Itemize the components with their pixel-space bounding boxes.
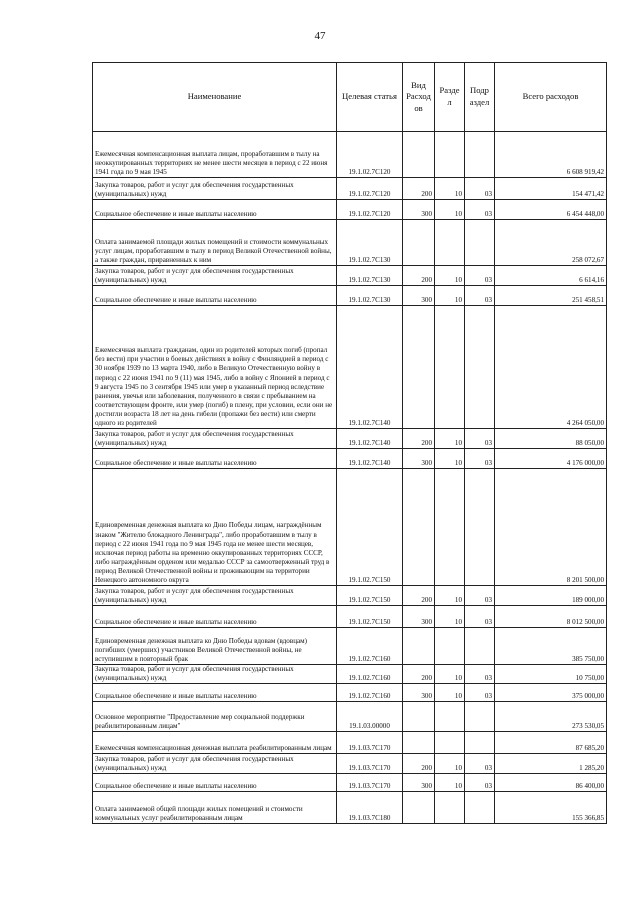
row-name: Закупка товаров, работ и услуг для обеспечения государственных (муниципальных) нужд bbox=[93, 665, 337, 684]
row-subsection bbox=[465, 792, 495, 824]
row-name: Основное мероприятие "Предоставление мер социальной поддержки реабилитированным лицам" bbox=[93, 702, 337, 732]
row-expense-type bbox=[403, 792, 435, 824]
table-row bbox=[93, 178, 607, 200]
row-name: Единовременная денежная выплата ко Дню Победы вдовам (вдовцам) погибших (умерших) участников Великой Отечественной войны, не вступившим в повторный брак bbox=[93, 628, 337, 665]
row-amount: 154 471,42 bbox=[495, 178, 607, 200]
row-expense-type bbox=[403, 469, 435, 586]
table-row bbox=[93, 774, 607, 792]
row-section bbox=[435, 132, 465, 178]
row-subsection bbox=[465, 702, 495, 732]
table-row bbox=[93, 220, 607, 266]
row-subsection: 03 bbox=[465, 774, 495, 792]
page-number: 47 bbox=[314, 30, 326, 42]
row-expense-type: 200 bbox=[403, 754, 435, 774]
row-section: 10 bbox=[435, 774, 465, 792]
row-target: 19.1.02.7С130 bbox=[337, 220, 403, 266]
row-amount: 273 530,05 bbox=[495, 702, 607, 732]
table-body bbox=[93, 132, 607, 824]
row-expense-type bbox=[403, 132, 435, 178]
column-header-subsection: Подр аздел bbox=[465, 63, 495, 132]
row-amount: 375 000,00 bbox=[495, 684, 607, 702]
row-subsection bbox=[465, 132, 495, 178]
row-expense-type: 300 bbox=[403, 684, 435, 702]
row-name: Закупка товаров, работ и услуг для обеспечения государственных (муниципальных) нужд bbox=[93, 429, 337, 449]
budget-table bbox=[92, 62, 607, 824]
row-subsection: 03 bbox=[465, 178, 495, 200]
table-row bbox=[93, 665, 607, 684]
row-section bbox=[435, 306, 465, 429]
row-section: 10 bbox=[435, 684, 465, 702]
row-subsection bbox=[465, 628, 495, 665]
row-expense-type: 200 bbox=[403, 586, 435, 606]
row-subsection: 03 bbox=[465, 266, 495, 286]
row-name: Закупка товаров, работ и услуг для обеспечения государственных (муниципальных) нужд bbox=[93, 266, 337, 286]
row-subsection: 03 bbox=[465, 665, 495, 684]
column-header-total: Всего расходов bbox=[495, 63, 607, 132]
row-subsection bbox=[465, 306, 495, 429]
row-section: 10 bbox=[435, 665, 465, 684]
row-section bbox=[435, 792, 465, 824]
table-row bbox=[93, 286, 607, 306]
row-name: Ежемесячная компенсационная денежная выплата реабилитированным лицам bbox=[93, 732, 337, 754]
row-target: 19.1.03.00000 bbox=[337, 702, 403, 732]
row-amount: 155 366,85 bbox=[495, 792, 607, 824]
row-amount: 86 400,00 bbox=[495, 774, 607, 792]
row-subsection: 03 bbox=[465, 684, 495, 702]
row-section bbox=[435, 220, 465, 266]
table-row bbox=[93, 429, 607, 449]
row-amount: 385 750,00 bbox=[495, 628, 607, 665]
row-amount: 10 750,00 bbox=[495, 665, 607, 684]
row-target: 19.1.02.7С120 bbox=[337, 132, 403, 178]
row-target: 19.1.02.7С160 bbox=[337, 665, 403, 684]
row-section bbox=[435, 469, 465, 586]
row-name: Оплата занимаемой площади жилых помещений и стоимости коммунальных услуг лицам, проработавшим в тылу в период Великой Отечественной войны, а также граждан, приравненных к ним bbox=[93, 220, 337, 266]
row-expense-type: 300 bbox=[403, 200, 435, 220]
row-section: 10 bbox=[435, 200, 465, 220]
row-amount: 8 012 500,00 bbox=[495, 606, 607, 628]
row-amount: 88 050,00 bbox=[495, 429, 607, 449]
table-row bbox=[93, 266, 607, 286]
table-row bbox=[93, 306, 607, 429]
table-row bbox=[93, 702, 607, 732]
table-row bbox=[93, 469, 607, 586]
row-subsection: 03 bbox=[465, 429, 495, 449]
row-amount: 189 000,00 bbox=[495, 586, 607, 606]
row-expense-type: 200 bbox=[403, 178, 435, 200]
row-name: Оплата занимаемой общей площади жилых помещений и стоимости коммунальных услуг реабилитированным лицам bbox=[93, 792, 337, 824]
row-target: 19.1.02.7С140 bbox=[337, 429, 403, 449]
table-row bbox=[93, 792, 607, 824]
row-subsection: 03 bbox=[465, 449, 495, 469]
row-subsection: 03 bbox=[465, 200, 495, 220]
column-header-target: Целевая статья bbox=[337, 63, 403, 132]
row-name: Социальное обеспечение и иные выплаты населению bbox=[93, 449, 337, 469]
row-target: 19.1.02.7С160 bbox=[337, 684, 403, 702]
row-target: 19.1.02.7С150 bbox=[337, 586, 403, 606]
row-target: 19.1.03.7С170 bbox=[337, 774, 403, 792]
row-expense-type: 300 bbox=[403, 606, 435, 628]
row-target: 19.1.02.7С120 bbox=[337, 178, 403, 200]
row-section: 10 bbox=[435, 178, 465, 200]
row-amount: 87 685,20 bbox=[495, 732, 607, 754]
row-expense-type: 200 bbox=[403, 266, 435, 286]
row-section: 10 bbox=[435, 286, 465, 306]
row-section: 10 bbox=[435, 449, 465, 469]
row-amount: 4 264 050,00 bbox=[495, 306, 607, 429]
row-subsection bbox=[465, 732, 495, 754]
row-subsection: 03 bbox=[465, 286, 495, 306]
row-name: Закупка товаров, работ и услуг для обеспечения государственных (муниципальных) нужд bbox=[93, 178, 337, 200]
row-section: 10 bbox=[435, 754, 465, 774]
column-header-name: Наименование bbox=[93, 63, 337, 132]
row-target: 19.1.03.7С180 bbox=[337, 792, 403, 824]
row-amount: 6 454 448,00 bbox=[495, 200, 607, 220]
row-name: Социальное обеспечение и иные выплаты населению bbox=[93, 684, 337, 702]
row-target: 19.1.02.7С140 bbox=[337, 449, 403, 469]
row-target: 19.1.02.7С120 bbox=[337, 200, 403, 220]
row-name: Социальное обеспечение и иные выплаты населению bbox=[93, 774, 337, 792]
table-row bbox=[93, 684, 607, 702]
row-expense-type: 300 bbox=[403, 449, 435, 469]
row-expense-type bbox=[403, 628, 435, 665]
row-section bbox=[435, 628, 465, 665]
column-header-section: Разде л bbox=[435, 63, 465, 132]
row-name: Социальное обеспечение и иные выплаты населению bbox=[93, 200, 337, 220]
row-section: 10 bbox=[435, 606, 465, 628]
row-name: Закупка товаров, работ и услуг для обеспечения государственных (муниципальных) нужд bbox=[93, 754, 337, 774]
row-section: 10 bbox=[435, 586, 465, 606]
row-name: Закупка товаров, работ и услуг для обеспечения государственных (муниципальных) нужд bbox=[93, 586, 337, 606]
table-row bbox=[93, 628, 607, 665]
row-section bbox=[435, 702, 465, 732]
row-target: 19.1.02.7С130 bbox=[337, 266, 403, 286]
row-target: 19.1.02.7С160 bbox=[337, 628, 403, 665]
row-subsection: 03 bbox=[465, 754, 495, 774]
row-name: Социальное обеспечение и иные выплаты населению bbox=[93, 606, 337, 628]
row-amount: 1 285,20 bbox=[495, 754, 607, 774]
row-target: 19.1.02.7С150 bbox=[337, 606, 403, 628]
row-target: 19.1.03.7С170 bbox=[337, 732, 403, 754]
table-row bbox=[93, 132, 607, 178]
row-expense-type bbox=[403, 220, 435, 266]
row-expense-type: 200 bbox=[403, 665, 435, 684]
row-target: 19.1.02.7С140 bbox=[337, 306, 403, 429]
row-section: 10 bbox=[435, 429, 465, 449]
table-row bbox=[93, 754, 607, 774]
row-expense-type: 300 bbox=[403, 286, 435, 306]
row-expense-type bbox=[403, 732, 435, 754]
row-section: 10 bbox=[435, 266, 465, 286]
row-subsection: 03 bbox=[465, 586, 495, 606]
row-expense-type bbox=[403, 306, 435, 429]
table-header-row bbox=[93, 63, 607, 132]
row-amount: 4 176 000,00 bbox=[495, 449, 607, 469]
row-name: Единовременная денежная выплата ко Дню Победы лицам, награждённым знаком "Жителю блокадного Ленинграда", либо проработавшим в тылу в период с 22 июня 1941 года по 9 мая 1945 года не менее шести месяцев, исключая период работы на временно оккупированных территориях СССР, либо награждённым орденом или медалью СССР за самоотверженный труд в период Великой Отечественной войны и проживающим на территории Ненецкого автономного округа bbox=[93, 469, 337, 586]
row-subsection: 03 bbox=[465, 606, 495, 628]
row-expense-type bbox=[403, 702, 435, 732]
row-section bbox=[435, 732, 465, 754]
row-amount: 251 458,51 bbox=[495, 286, 607, 306]
row-name: Ежемесячная компенсационная выплата лицам, проработавшим в тылу на неоккупированных территориях не менее шести месяцев в период с 22 июня 1941 года по 9 мая 1945 bbox=[93, 132, 337, 178]
table-row bbox=[93, 732, 607, 754]
row-name: Социальное обеспечение и иные выплаты населению bbox=[93, 286, 337, 306]
table-row bbox=[93, 200, 607, 220]
table-row bbox=[93, 606, 607, 628]
row-expense-type: 300 bbox=[403, 774, 435, 792]
row-amount: 6 614,16 bbox=[495, 266, 607, 286]
row-target: 19.1.03.7С170 bbox=[337, 754, 403, 774]
table-row bbox=[93, 586, 607, 606]
row-subsection bbox=[465, 469, 495, 586]
column-header-expense-type: Вид Расход ов bbox=[403, 63, 435, 132]
row-subsection bbox=[465, 220, 495, 266]
row-expense-type: 200 bbox=[403, 429, 435, 449]
row-target: 19.1.02.7С150 bbox=[337, 469, 403, 586]
table-row bbox=[93, 449, 607, 469]
row-target: 19.1.02.7С130 bbox=[337, 286, 403, 306]
row-amount: 258 072,67 bbox=[495, 220, 607, 266]
row-amount: 8 201 500,00 bbox=[495, 469, 607, 586]
row-name: Ежемесячная выплата гражданам, один из родителей которых погиб (пропал без вести) при участии в боевых действиях в войну с Финляндией в период с 30 ноября 1939 по 13 марта 1940, либо в Великую Отечественную войну в период с 22 июня 1941 по 9 (11) мая 1945, либо в войну с Японией в период с 9 августа 1945 по 3 сентября 1945 или умер в указанный период вследствие ранения, увечья или заболевания, полученного в связи с пребыванием на соответствующем фронте, или умер (погиб) в плену, при условии, если они не достигли возраста 18 лет на день гибели (пропажи без вести) или смерти одного из родителей bbox=[93, 306, 337, 429]
row-amount: 6 608 919,42 bbox=[495, 132, 607, 178]
